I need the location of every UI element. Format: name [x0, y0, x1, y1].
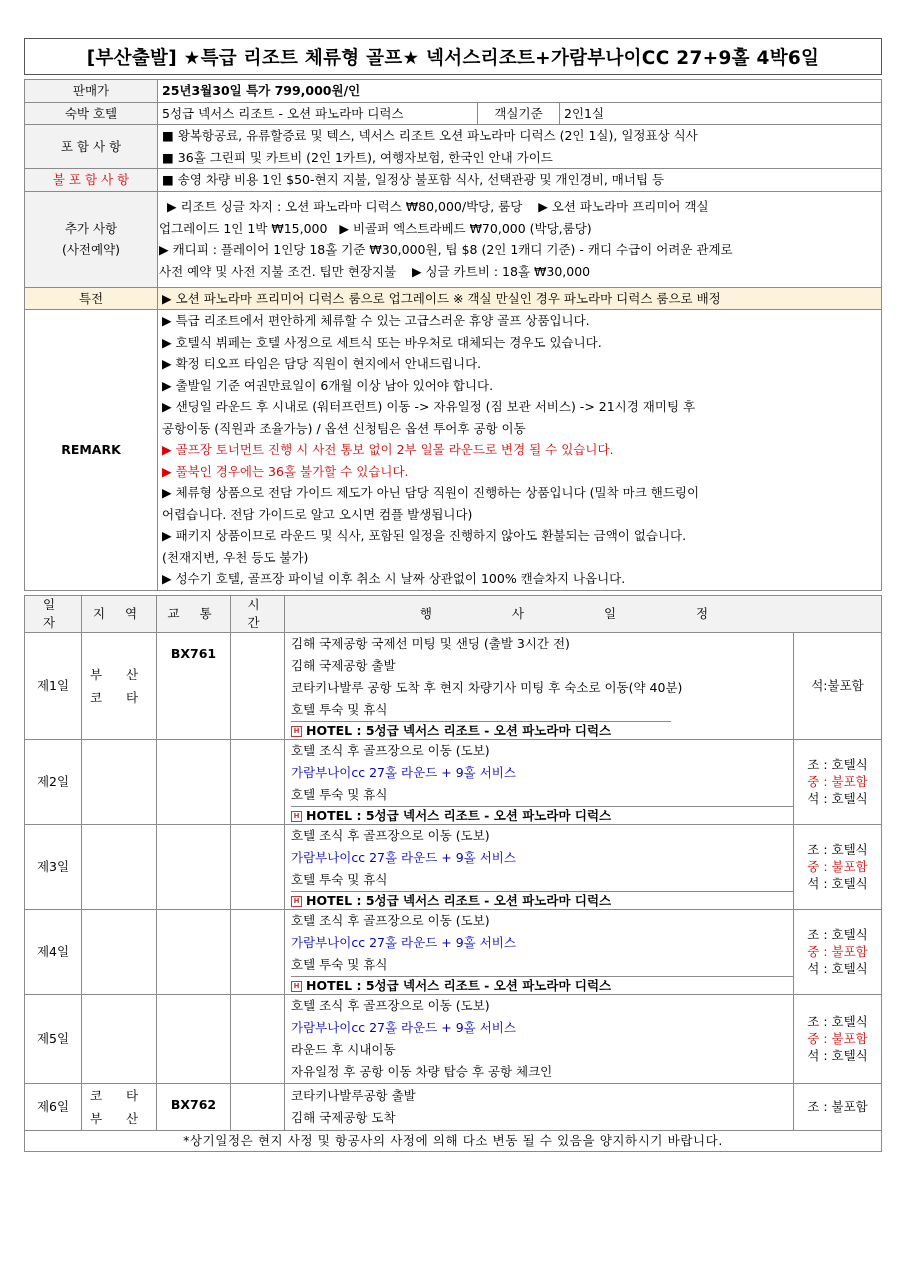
transport-cell: [157, 909, 231, 994]
remark-line: ▶ 특급 리조트에서 편안하게 체류할 수 있는 고급스러운 휴양 골프 상품입니다.: [162, 313, 590, 328]
schedule-table: [24, 595, 882, 1152]
meal-cell: [794, 632, 882, 739]
meal-line: 조 : 불포함: [807, 1099, 868, 1114]
activity-line: 코타키나발루공항 출발: [291, 1087, 416, 1103]
activity-cell: [285, 824, 794, 909]
remark-line: 공항이동 (직원과 조율가능) / 옵션 신청팀은 옵션 투어후 공항 이동: [162, 420, 526, 436]
activity-line: 가람부나이cc 27홀 라운드 + 9홀 서비스: [291, 934, 516, 950]
time-cell: [231, 1083, 285, 1130]
meal-line: 석 : 호텔식: [807, 876, 868, 891]
extra-line: ▶ 리조트 싱글 차지 : 오션 파노라마 디럭스 ₩80,000/박당, 룸당 ▶ 오션 파노라마 프리미어 객실: [159, 199, 709, 214]
schedule-row: [25, 824, 882, 909]
activity-line: 호텔 투숙 및 휴식: [291, 786, 388, 802]
benefit-value: ▶ 오션 파노라마 프리미어 디럭스 룸으로 업그레이드 ※ 객실 만실인 경우 파노라마 디럭스 룸으로 배정: [158, 287, 882, 310]
region-cell: [82, 739, 157, 824]
meal-line: 석:불포함: [811, 678, 864, 693]
activity-line: 호텔 조식 후 골프장으로 이동 (도보): [291, 997, 490, 1013]
remark-list: [158, 310, 882, 591]
meal-cell: [794, 1083, 882, 1130]
meal-line: 중 : 불포함: [807, 774, 868, 789]
transport-cell: BX761: [157, 632, 231, 739]
hotel-label: 숙박 호텔: [25, 102, 158, 125]
hotel-icon: H: [291, 896, 302, 907]
meal-line: 석 : 호텔식: [807, 791, 868, 806]
extra-label-sub: (사전예약): [61, 242, 121, 257]
meal-cell: [794, 739, 882, 824]
remark-line: (천재지변, 우천 등도 불가): [162, 549, 309, 565]
hotel-line: [291, 976, 793, 994]
region-cell: [82, 1083, 157, 1130]
remark-line: ▶ 골프장 토너먼트 진행 시 사전 통보 없이 2부 일몰 라운드로 변경 될 수 있습니다.: [162, 442, 614, 457]
include-label: 포 함 사 항: [25, 125, 158, 169]
exclude-value: ■ 송영 차량 비용 1인 $50-현지 지불, 일정상 불포함 식사, 선택관광 및 개인경비, 매너팁 등: [158, 169, 882, 192]
schedule-row: [25, 994, 882, 1083]
hotel-icon: H: [291, 811, 302, 822]
remark-line: ▶ 풀북인 경우에는 36홀 불가할 수 있습니다.: [162, 463, 409, 479]
header-transport: 교 통: [157, 595, 231, 632]
activity-line: 김해 국제공항 출발: [291, 657, 396, 673]
extra-line: 사전 예약 및 사전 지불 조건. 팁만 현장지불 ▶ 싱글 카트비 : 18홀 ₩30,000: [159, 263, 591, 279]
region-cell: [82, 994, 157, 1083]
include-line: ■ 36홀 그린피 및 카트비 (2인 1카트), 여행자보험, 한국인 안내 가이드: [162, 149, 553, 165]
day-label: 제3일: [25, 824, 82, 909]
day-label: 제6일: [25, 1083, 82, 1130]
schedule-row: [25, 632, 882, 739]
activity-line: 김해 국제공항 도착: [291, 1109, 396, 1125]
remark-line: ▶ 성수기 호텔, 골프장 파이널 이후 취소 시 날짜 상관없이 100% 캔슬차지 나옵니다.: [162, 571, 626, 586]
remark-line: 어렵습니다. 전담 가이드로 알고 오시면 컴플 발생됩니다): [162, 506, 473, 522]
page-title: [부산출발] ★특급 리조트 체류형 골프★ 넥서스리조트+가람부나이CC 27+9홀 4박6일: [24, 38, 882, 75]
include-line: ■ 왕복항공료, 유류할증료 및 텍스, 넥서스 리조트 오션 파노라마 디럭스 (2인 1실), 일정표상 식사: [162, 128, 698, 143]
room-value: 2인1실: [560, 102, 882, 125]
hotel-text: HOTEL : 5성급 넥서스 리조트 - 오션 파노라마 디럭스: [306, 892, 612, 908]
activity-line: 호텔 투숙 및 휴식: [291, 956, 388, 972]
region-name: 부 산: [89, 1110, 149, 1126]
activity-line: 가람부나이cc 27홀 라운드 + 9홀 서비스: [291, 764, 516, 780]
hotel-text: HOTEL : 5성급 넥서스 리조트 - 오션 파노라마 디럭스: [306, 722, 612, 738]
activity-cell: [285, 632, 794, 739]
meal-line: 조 : 호텔식: [807, 757, 868, 772]
region-name: 부 산: [89, 666, 149, 682]
activity-line: 호텔 투숙 및 휴식: [291, 871, 388, 887]
activity-line: 호텔 투숙 및 휴식: [291, 701, 388, 717]
time-cell: [231, 739, 285, 824]
remark-line: ▶ 패키지 상품이므로 라운드 및 식사, 포함된 일정을 진행하지 않아도 환불되는 금액이 없습니다.: [162, 528, 687, 543]
schedule-row: [25, 739, 882, 824]
room-label: 객실기준: [478, 102, 560, 125]
activity-line: 호텔 조식 후 골프장으로 이동 (도보): [291, 827, 490, 843]
activity-line: 가람부나이cc 27홀 라운드 + 9홀 서비스: [291, 849, 516, 865]
hotel-line: [291, 891, 793, 909]
remark-line: ▶ 확정 티오프 타임은 담당 직원이 현지에서 안내드립니다.: [162, 356, 482, 371]
day-label: 제5일: [25, 994, 82, 1083]
activity-cell: [285, 909, 794, 994]
extra-label-main: 추가 사항: [64, 220, 118, 236]
info-table: [24, 79, 882, 591]
transport-cell: [157, 824, 231, 909]
extra-list: [158, 191, 882, 287]
extra-line: ▶ 캐디피 : 플레이어 1인당 18홀 기준 ₩30,000원, 팁 $8 (2인 1캐디 기준) - 캐디 수급이 어려운 관계로: [159, 242, 733, 257]
remark-line: ▶ 체류형 상품으로 전담 가이드 제도가 아닌 담당 직원이 진행하는 상품입니다 (밀착 마크 핸드링이: [162, 485, 700, 500]
hotel-text: HOTEL : 5성급 넥서스 리조트 - 오션 파노라마 디럭스: [306, 807, 612, 823]
time-cell: [231, 824, 285, 909]
meal-line: 중 : 불포함: [807, 1031, 868, 1046]
activity-cell: [285, 994, 794, 1083]
meal-line: 조 : 호텔식: [807, 927, 868, 942]
region-cell: [82, 824, 157, 909]
time-cell: [231, 632, 285, 739]
price-label: 판매가: [25, 80, 158, 103]
activity-line: 김해 국제공항 국제선 미팅 및 샌딩 (출발 3시간 전): [291, 635, 570, 651]
meal-cell: [794, 824, 882, 909]
header-date: 일 자: [25, 595, 82, 632]
hotel-text: HOTEL : 5성급 넥서스 리조트 - 오션 파노라마 디럭스: [306, 977, 612, 993]
exclude-label: 불 포 함 사 항: [25, 169, 158, 192]
transport-cell: BX762: [157, 1083, 231, 1130]
include-list: [158, 125, 882, 169]
activity-line: 가람부나이cc 27홀 라운드 + 9홀 서비스: [291, 1019, 516, 1035]
remark-line: ▶ 샌딩일 라운드 후 시내로 (워터프런트) 이동 -> 자유일정 (짐 보관 서비스) -> 21시경 재미팅 후: [162, 399, 696, 414]
activity-cell: [285, 1083, 794, 1130]
day-label: 제1일: [25, 632, 82, 739]
schedule-footer: *상기일정은 현지 사정 및 항공사의 사정에 의해 다소 변동 될 수 있음을 양지하시기 바랍니다.: [25, 1130, 882, 1151]
transport-cell: [157, 739, 231, 824]
extra-line: 업그레이드 1인 1박 ₩15,000 ▶ 비골퍼 엑스트라베드 ₩70,000 (박당,룸당): [159, 220, 592, 236]
hotel-line: [291, 806, 793, 824]
header-region: 지 역: [82, 595, 157, 632]
region-name: 코 타: [89, 1087, 149, 1103]
meal-cell: [794, 994, 882, 1083]
meal-line: 중 : 불포함: [807, 944, 868, 959]
meal-line: 조 : 호텔식: [807, 1014, 868, 1029]
region-cell: [82, 632, 157, 739]
remark-label: REMARK: [25, 310, 158, 591]
activity-line: 호텔 조식 후 골프장으로 이동 (도보): [291, 742, 490, 758]
hotel-icon: H: [291, 726, 302, 737]
transport-cell: [157, 994, 231, 1083]
region-name: 코 타: [89, 689, 149, 705]
price-value: 25년3월30일 특가 799,000원/인: [158, 80, 882, 103]
region-cell: [82, 909, 157, 994]
activity-line: 호텔 조식 후 골프장으로 이동 (도보): [291, 912, 490, 928]
activity-line: 라운드 후 시내이동: [291, 1041, 396, 1057]
schedule-row: [25, 1083, 882, 1130]
hotel-line: [291, 721, 671, 739]
activity-line: 코타키나발루 공항 도착 후 현지 차량기사 미팅 후 숙소로 이동(약 40분): [291, 679, 683, 695]
itinerary-page: [24, 38, 882, 1152]
remark-line: ▶ 호텔식 뷔페는 호텔 사정으로 세트식 또는 바우처로 대체되는 경우도 있습니다.: [162, 334, 602, 350]
time-cell: [231, 994, 285, 1083]
meal-line: 석 : 호텔식: [807, 961, 868, 976]
remark-line: ▶ 출발일 기준 여권만료일이 6개월 이상 남아 있어야 합니다.: [162, 377, 494, 393]
hotel-icon: H: [291, 981, 302, 992]
extra-label: [25, 191, 158, 287]
benefit-label: 특전: [25, 287, 158, 310]
header-time: 시 간: [231, 595, 285, 632]
day-label: 제4일: [25, 909, 82, 994]
day-label: 제2일: [25, 739, 82, 824]
time-cell: [231, 909, 285, 994]
hotel-value: 5성급 넥서스 리조트 - 오션 파노라마 디럭스: [158, 102, 478, 125]
meal-line: 조 : 호텔식: [807, 842, 868, 857]
schedule-row: [25, 909, 882, 994]
activity-cell: [285, 739, 794, 824]
meal-line: 중 : 불포함: [807, 859, 868, 874]
header-schedule: 행 사 일 정: [285, 595, 882, 632]
meal-cell: [794, 909, 882, 994]
meal-line: 석 : 호텔식: [807, 1048, 868, 1063]
activity-line: 자유일정 후 공항 이동 차량 탑승 후 공항 체크인: [291, 1063, 553, 1079]
